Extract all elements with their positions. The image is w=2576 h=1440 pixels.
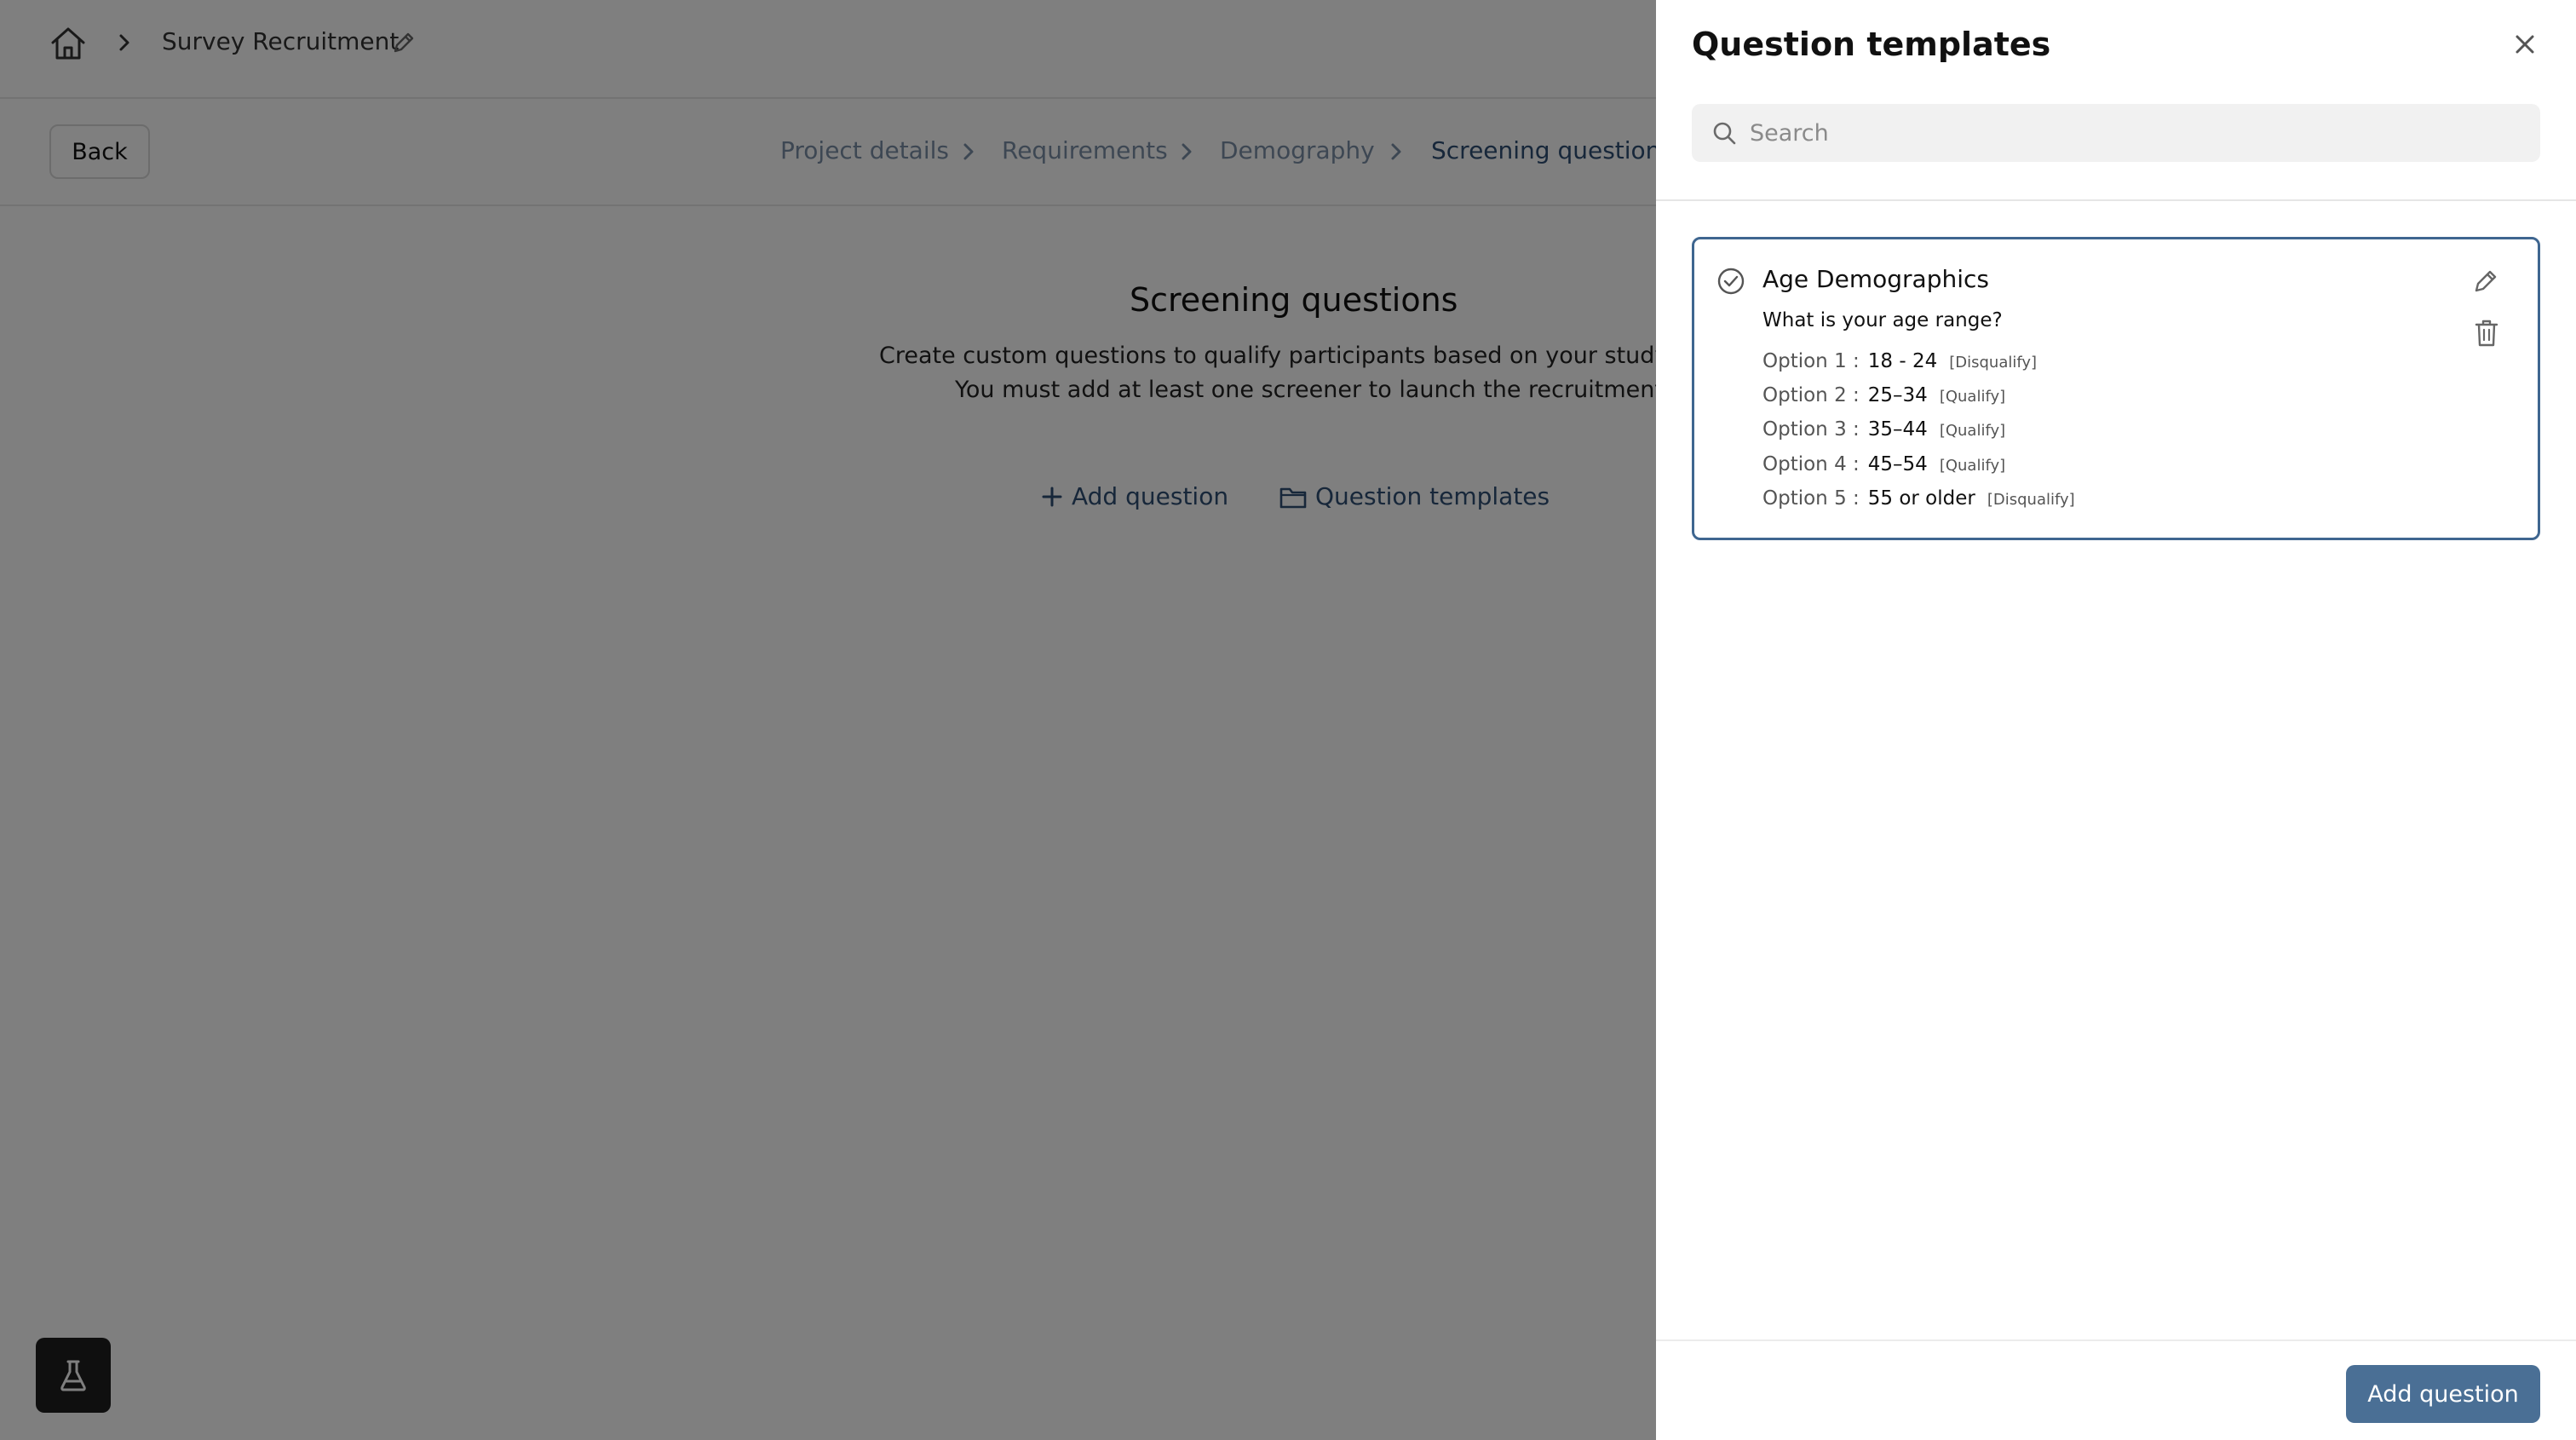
option-value: 35–44 [1867,418,1928,441]
option-tag: [Qualify] [1939,422,2006,440]
drawer-title: Question templates [1692,26,2051,63]
option-value: 25–34 [1867,384,1928,406]
search-box [1692,104,2540,162]
trash-icon[interactable] [2473,318,2500,348]
option-row [1762,487,2075,510]
drawer-divider [1656,199,2576,201]
option-tag: [Disqualify] [1987,491,2075,509]
option-tag: [Qualify] [1939,388,2006,406]
option-value: 55 or older [1867,487,1975,510]
edit-icon[interactable] [2471,267,2500,296]
drawer-footer-divider [1656,1339,2576,1341]
option-value: 18 - 24 [1867,350,1938,372]
question-templates-drawer [1656,0,2576,1440]
option-tag: [Qualify] [1939,457,2006,475]
search-input[interactable] [1750,107,2540,158]
check-circle-icon[interactable] [1716,267,1745,296]
search-icon [1711,119,1738,147]
close-icon [2513,32,2537,56]
option-row [1762,453,2005,475]
option-label: Option 2 : [1762,384,1860,406]
option-row [1762,350,2037,372]
option-label: Option 5 : [1762,487,1860,510]
option-tag: [Disqualify] [1949,354,2038,372]
add-question-button[interactable]: Add question [2346,1365,2540,1423]
template-question: What is your age range? [1762,309,2003,331]
option-label: Option 4 : [1762,453,1860,475]
option-label: Option 3 : [1762,418,1860,441]
close-button[interactable] [2510,29,2540,60]
option-row [1762,384,2005,406]
option-value: 45–54 [1867,453,1928,475]
option-label: Option 1 : [1762,350,1860,372]
template-name: Age Demographics [1762,265,1989,293]
option-row [1762,418,2005,441]
template-card-age-demographics[interactable] [1692,237,2540,540]
